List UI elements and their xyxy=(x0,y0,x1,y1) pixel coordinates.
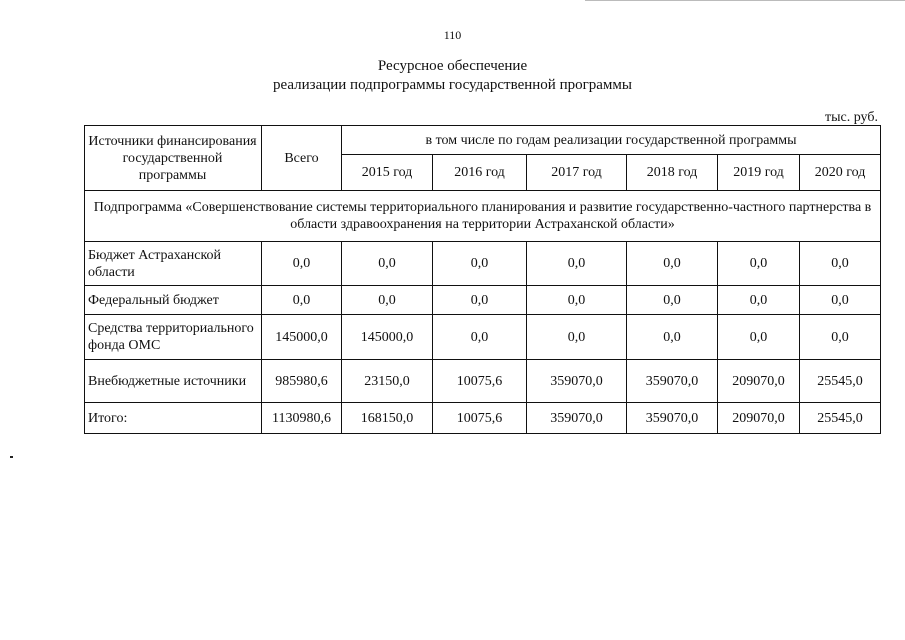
title-line-2: реализации подпрограммы государственной программы xyxy=(273,77,632,93)
cell-value: 0,0 xyxy=(627,286,718,315)
cell-value: 0,0 xyxy=(527,286,627,315)
row-source: Федеральный бюджет xyxy=(85,286,262,315)
cell-value: 0,0 xyxy=(627,242,718,286)
cell-value: 0,0 xyxy=(800,315,881,360)
cell-value: 0,0 xyxy=(718,286,800,315)
cell-total: 985980,6 xyxy=(262,360,342,403)
cell-value: 25545,0 xyxy=(800,360,881,403)
page-number: 110 xyxy=(443,28,462,42)
cell-total: 0,0 xyxy=(262,286,342,315)
header-year: 2020 год xyxy=(800,155,881,191)
cell-value: 0,0 xyxy=(627,315,718,360)
cell-value: 23150,0 xyxy=(342,360,433,403)
row-source: Бюджет Астраханской области xyxy=(85,242,262,286)
funding-table xyxy=(84,125,881,434)
cell-value: 0,0 xyxy=(342,242,433,286)
table-total-row xyxy=(85,403,881,434)
scan-speck xyxy=(10,456,13,458)
cell-value: 0,0 xyxy=(527,315,627,360)
cell-total: 1130980,6 xyxy=(262,403,342,434)
cell-value: 359070,0 xyxy=(527,403,627,434)
row-source: Внебюджетные источники xyxy=(85,360,262,403)
cell-value: 0,0 xyxy=(433,286,527,315)
units-label: тыс. руб. xyxy=(825,110,878,125)
cell-value: 0,0 xyxy=(718,242,800,286)
cell-value: 0,0 xyxy=(800,242,881,286)
header-year: 2018 год xyxy=(627,155,718,191)
cell-value: 10075,6 xyxy=(433,360,527,403)
cell-value: 25545,0 xyxy=(800,403,881,434)
header-source: Источники финансирования государственной программы xyxy=(85,126,262,191)
subprogram-row xyxy=(85,191,881,242)
header-total: Всего xyxy=(262,126,342,191)
cell-value: 168150,0 xyxy=(342,403,433,434)
cell-value: 145000,0 xyxy=(342,315,433,360)
table-row xyxy=(85,315,881,360)
cell-value: 0,0 xyxy=(800,286,881,315)
cell-value: 359070,0 xyxy=(627,403,718,434)
title-line-1: Ресурсное обеспечение xyxy=(377,58,528,74)
cell-value: 359070,0 xyxy=(527,360,627,403)
cell-value: 209070,0 xyxy=(718,360,800,403)
scan-artifact-line xyxy=(585,0,905,3)
cell-value: 0,0 xyxy=(433,242,527,286)
cell-value: 0,0 xyxy=(718,315,800,360)
cell-value: 209070,0 xyxy=(718,403,800,434)
header-year: 2015 год xyxy=(342,155,433,191)
row-source: Итого: xyxy=(85,403,262,434)
table-row xyxy=(85,286,881,315)
table-row xyxy=(85,360,881,403)
header-years-group: в том числе по годам реализации государственной программы xyxy=(342,126,881,155)
header-year: 2019 год xyxy=(718,155,800,191)
cell-total: 145000,0 xyxy=(262,315,342,360)
header-year: 2016 год xyxy=(433,155,527,191)
table-header-row xyxy=(85,126,881,155)
cell-value: 0,0 xyxy=(527,242,627,286)
document-title xyxy=(0,57,905,95)
table-row xyxy=(85,242,881,286)
cell-value: 10075,6 xyxy=(433,403,527,434)
cell-value: 0,0 xyxy=(433,315,527,360)
cell-value: 359070,0 xyxy=(627,360,718,403)
subprogram-title: Подпрограмма «Совершенствование системы территориального планирования и развитие государственно-частного партнерства в области здравоохранения на территории Астраханской области» xyxy=(85,191,881,242)
header-year: 2017 год xyxy=(527,155,627,191)
row-source: Средства территориального фонда ОМС xyxy=(85,315,262,360)
cell-value: 0,0 xyxy=(342,286,433,315)
cell-total: 0,0 xyxy=(262,242,342,286)
